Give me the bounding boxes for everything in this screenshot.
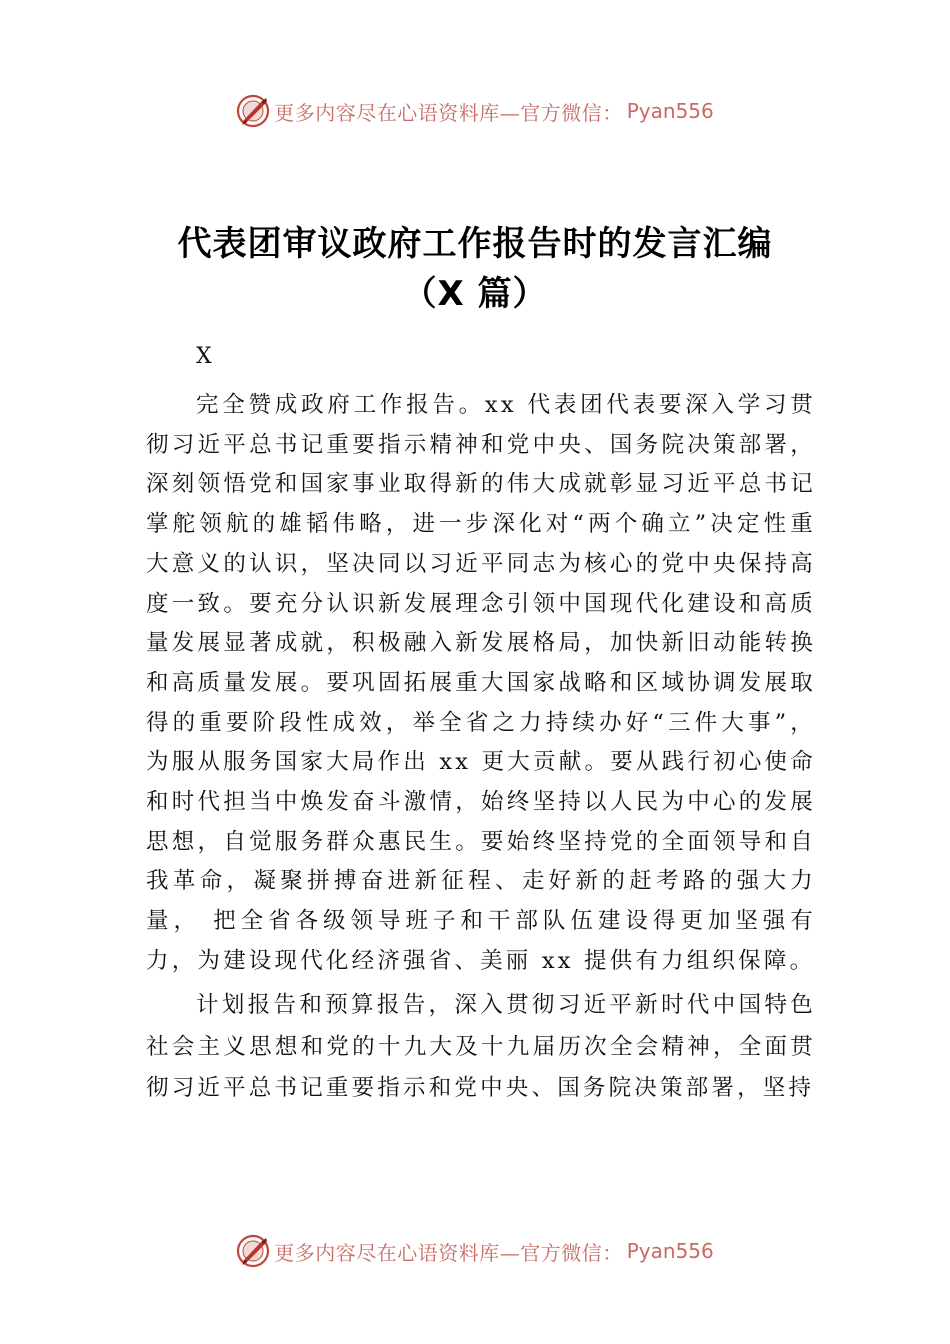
header-banner-text: 更多内容尽在心语资料库—官方微信： [274, 100, 623, 125]
section-marker: X [196, 344, 212, 369]
document-title-count: （X 篇） [402, 274, 548, 314]
footer-banner [0, 1234, 950, 1268]
header-wechat-id: Pyan556 [626, 99, 714, 123]
footer-banner-text: 更多内容尽在心语资料库—官方微信： [274, 1240, 623, 1265]
body-paragraph: 计划报告和预算报告，深入贯彻习近平新时代中国特色社会主义思想和党的十九大及十九届历次全会精神，全面贯彻习近平总书记重要指示和党中央、国务院决策部署，坚持 [146, 992, 816, 1101]
body-paragraph: 完全赞成政府工作报告。xx 代表团代表要深入学习贯彻习近平总书记重要指示精神和党中央、国务院决策部署，深刻领悟党和国家事业取得新的伟大成就彰显习近平总书记掌舵领航的雄韬伟略，进一步深化对“两个确立”决定性重大意义的认识，坚决同以习近平同志为核心的党中央保持高度一致。要充分认识新发展理念引领中国现代化建设和高质量发展显著成就，积极融入新发展格局，加快新旧动能转换和高质量发展。要巩固拓展重大国家战略和区域协调发展取得的重要阶段性成效，举全省之力持续办好“三件大事”，为服从服务国家大局作出 xx 更大贡献。要从践行初心使命和时代担当中焕发奋斗激情，始终坚持以人民为中心的发展思想，自觉服务群众惠民生。要始终坚持党的全面领导和自我革命，凝聚拼搏奋进新征程、走好新的赶考路的强大力量， 把全省各级领导班子和干部队伍建设得更加坚强有力，为建设现代化经济强省、美丽 xx 提供有力组织保障。 [146, 392, 816, 974]
footer-wechat-id: Pyan556 [626, 1239, 714, 1263]
quill-pen-seal-icon [236, 1234, 270, 1268]
document-title: 代表团审议政府工作报告时的发言汇编 [177, 224, 773, 264]
header-banner [0, 94, 950, 128]
quill-pen-seal-icon [236, 94, 270, 128]
